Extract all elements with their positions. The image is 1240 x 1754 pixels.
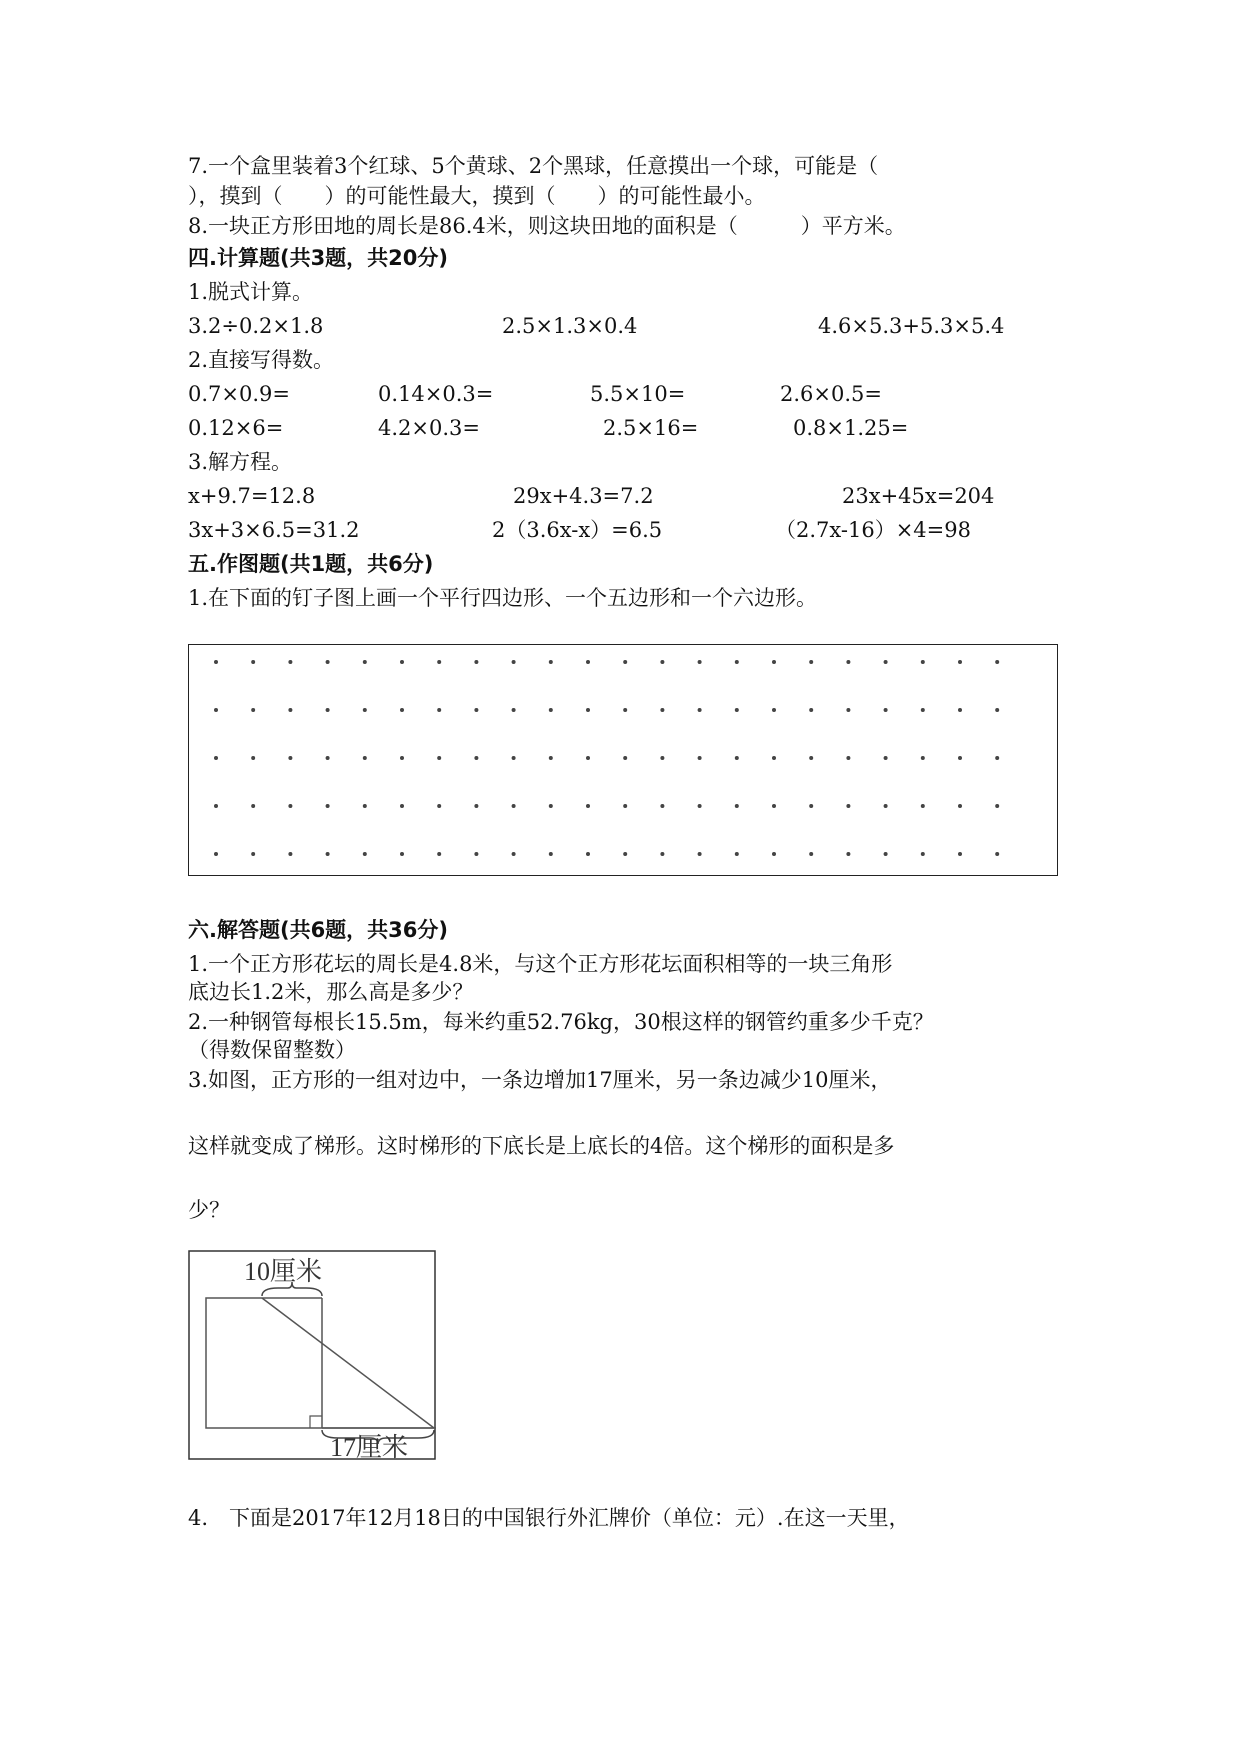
s6-q1-line1: 1.一个正方形花坛的周长是4.8米，与这个正方形花坛面积相等的一块三角形	[188, 952, 893, 976]
peg-dot	[288, 756, 292, 760]
peg-dot	[698, 756, 702, 760]
peg-dot	[660, 660, 664, 664]
peg-dot	[214, 756, 218, 760]
peg-dot	[288, 804, 292, 808]
peg-dot	[772, 756, 776, 760]
s4-p2-item: 0.7×0.9=	[188, 382, 290, 406]
top-label: 10厘米	[244, 1257, 323, 1286]
bottom-label: 17厘米	[330, 1433, 409, 1460]
peg-dot	[995, 756, 999, 760]
s4-p2-item: 0.8×1.25=	[793, 416, 909, 440]
peg-dot	[921, 756, 925, 760]
peg-dot	[772, 852, 776, 856]
s4-p3-item: 3x+3×6.5=31.2	[188, 518, 360, 542]
peg-dot	[660, 804, 664, 808]
q7-line2: ），摸到（ ）的可能性最大，摸到（ ）的可能性最小。	[188, 184, 766, 208]
peg-dot	[474, 708, 478, 712]
peg-dot	[437, 708, 441, 712]
peg-dot	[921, 660, 925, 664]
s4-p2-item: 5.5×10=	[590, 382, 686, 406]
peg-dot	[251, 660, 255, 664]
s4-p2-title: 2.直接写得数。	[188, 348, 335, 372]
s4-p2-item: 0.12×6=	[188, 416, 284, 440]
peg-dot	[698, 852, 702, 856]
s6-q2-line1: 2.一种钢管每根长15.5m，每米约重52.76kg，30根这样的钢管约重多少千克？	[188, 1010, 934, 1034]
s4-p3-item: 2（3.6x-x）=6.5	[492, 518, 663, 542]
peg-dot	[623, 852, 627, 856]
peg-dot	[809, 852, 813, 856]
q8-text: 8.一块正方形田地的周长是86.4米，则这块田地的面积是（ ）平方米。	[188, 214, 906, 238]
peg-dot	[437, 660, 441, 664]
s6-q3-line2: 这样就变成了梯形。这时梯形的下底长是上底长的4倍。这个梯形的面积是多	[188, 1134, 895, 1158]
peg-dot	[214, 708, 218, 712]
peg-dot	[735, 852, 739, 856]
square-left-edges	[206, 1298, 436, 1428]
peg-dot	[586, 756, 590, 760]
peg-dot	[363, 804, 367, 808]
peg-dot	[698, 708, 702, 712]
s4-p2-item: 0.14×0.3=	[378, 382, 494, 406]
s4-p2-item: 2.6×0.5=	[780, 382, 882, 406]
peg-dot	[214, 804, 218, 808]
peg-dot	[698, 660, 702, 664]
s4-p2-item: 2.5×16=	[603, 416, 699, 440]
peg-dot	[995, 852, 999, 856]
peg-dot	[214, 660, 218, 664]
s4-p1-item: 4.6×5.3+5.3×5.4	[818, 314, 1005, 338]
peg-dot	[586, 708, 590, 712]
peg-dot	[846, 756, 850, 760]
peg-dot	[772, 804, 776, 808]
peg-dot	[809, 804, 813, 808]
peg-dot	[958, 756, 962, 760]
peg-dot	[809, 660, 813, 664]
peg-dot	[512, 660, 516, 664]
peg-dot	[251, 852, 255, 856]
peg-dot	[846, 660, 850, 664]
peg-dot	[586, 804, 590, 808]
right-angle-mark	[310, 1416, 322, 1428]
trapezoid-slant-edge	[262, 1298, 434, 1428]
peg-dot	[660, 852, 664, 856]
peg-dot	[995, 660, 999, 664]
peg-dot	[995, 804, 999, 808]
section6-heading: 六.解答题(共6题，共36分)	[188, 918, 449, 942]
peg-dot	[549, 756, 553, 760]
s4-p1-item: 3.2÷0.2×1.8	[188, 314, 324, 338]
peg-dot	[474, 852, 478, 856]
s4-p3-title: 3.解方程。	[188, 450, 293, 474]
peg-dot	[437, 852, 441, 856]
peg-dot	[586, 852, 590, 856]
pegboard[interactable]	[188, 644, 1058, 876]
s6-q4-line1: 4. 下面是2017年12月18日的中国银行外汇牌价（单位：元）.在这一天里，	[188, 1506, 910, 1530]
peg-dot	[326, 756, 330, 760]
peg-dot	[623, 708, 627, 712]
peg-dot	[363, 708, 367, 712]
peg-dot	[772, 708, 776, 712]
peg-dot	[400, 852, 404, 856]
peg-dot	[251, 804, 255, 808]
peg-dot	[512, 804, 516, 808]
peg-dot	[884, 852, 888, 856]
peg-dot	[326, 708, 330, 712]
peg-dot	[995, 708, 999, 712]
peg-dot	[214, 852, 218, 856]
section4-heading: 四.计算题(共3题，共20分)	[188, 246, 449, 270]
peg-dot	[326, 852, 330, 856]
peg-dot	[549, 660, 553, 664]
peg-dot	[809, 756, 813, 760]
peg-dot	[474, 756, 478, 760]
peg-dot	[958, 660, 962, 664]
s6-q3-line3: 少？	[188, 1198, 230, 1222]
peg-dot	[288, 852, 292, 856]
peg-dot	[921, 804, 925, 808]
peg-dot	[772, 660, 776, 664]
s4-p1-title: 1.脱式计算。	[188, 280, 314, 304]
peg-dot	[288, 708, 292, 712]
peg-dot	[623, 660, 627, 664]
peg-dot	[846, 852, 850, 856]
peg-dot	[512, 756, 516, 760]
s4-p2-item: 4.2×0.3=	[378, 416, 480, 440]
peg-dot	[698, 804, 702, 808]
s5-q1-text: 1.在下面的钉子图上画一个平行四边形、一个五边形和一个六边形。	[188, 586, 818, 610]
peg-dot	[251, 756, 255, 760]
peg-dot	[884, 708, 888, 712]
peg-dot	[809, 708, 813, 712]
peg-dot	[400, 804, 404, 808]
peg-dot	[437, 804, 441, 808]
trapezoid-figure	[188, 1250, 436, 1460]
peg-dot	[846, 804, 850, 808]
peg-dot	[884, 804, 888, 808]
peg-dot	[623, 756, 627, 760]
peg-dot	[326, 660, 330, 664]
peg-dot	[363, 660, 367, 664]
peg-dot	[363, 756, 367, 760]
peg-dot	[251, 708, 255, 712]
peg-dot	[549, 852, 553, 856]
peg-dot	[958, 804, 962, 808]
peg-dot	[326, 804, 330, 808]
peg-dot	[400, 756, 404, 760]
peg-dot	[921, 852, 925, 856]
peg-dot	[288, 660, 292, 664]
peg-dot	[437, 756, 441, 760]
q7-line1: 7.一个盒里装着3个红球、5个黄球、2个黑球，任意摸出一个球，可能是（	[188, 154, 879, 178]
peg-dot	[958, 852, 962, 856]
peg-dot	[735, 708, 739, 712]
peg-dot	[474, 804, 478, 808]
s6-q3-line1: 3.如图，正方形的一组对边中，一条边增加17厘米，另一条边减少10厘米，	[188, 1068, 892, 1092]
peg-dot	[512, 708, 516, 712]
peg-dot	[660, 708, 664, 712]
peg-dot	[958, 708, 962, 712]
peg-dot	[921, 708, 925, 712]
peg-dot	[586, 660, 590, 664]
section5-heading: 五.作图题(共1题，共6分)	[188, 552, 434, 576]
peg-dot	[884, 756, 888, 760]
peg-dot	[549, 708, 553, 712]
s4-p3-item: （2.7x-16）×4=98	[775, 518, 971, 542]
peg-dot	[735, 804, 739, 808]
pegboard-dots	[189, 645, 1057, 875]
peg-dot	[623, 804, 627, 808]
s4-p3-item: 29x+4.3=7.2	[513, 484, 654, 508]
peg-dot	[549, 804, 553, 808]
peg-dot	[400, 708, 404, 712]
s6-q2-line2: （得数保留整数）	[188, 1038, 356, 1062]
s6-q1-line2: 底边长1.2米，那么高是多少？	[188, 980, 474, 1004]
peg-dot	[400, 660, 404, 664]
s4-p3-item: x+9.7=12.8	[188, 484, 316, 508]
peg-dot	[660, 756, 664, 760]
peg-dot	[846, 708, 850, 712]
peg-dot	[735, 660, 739, 664]
peg-dot	[735, 756, 739, 760]
peg-dot	[474, 660, 478, 664]
peg-dot	[884, 660, 888, 664]
peg-dot	[512, 852, 516, 856]
peg-dot	[363, 852, 367, 856]
s4-p3-item: 23x+45x=204	[842, 484, 995, 508]
s4-p1-item: 2.5×1.3×0.4	[502, 314, 638, 338]
